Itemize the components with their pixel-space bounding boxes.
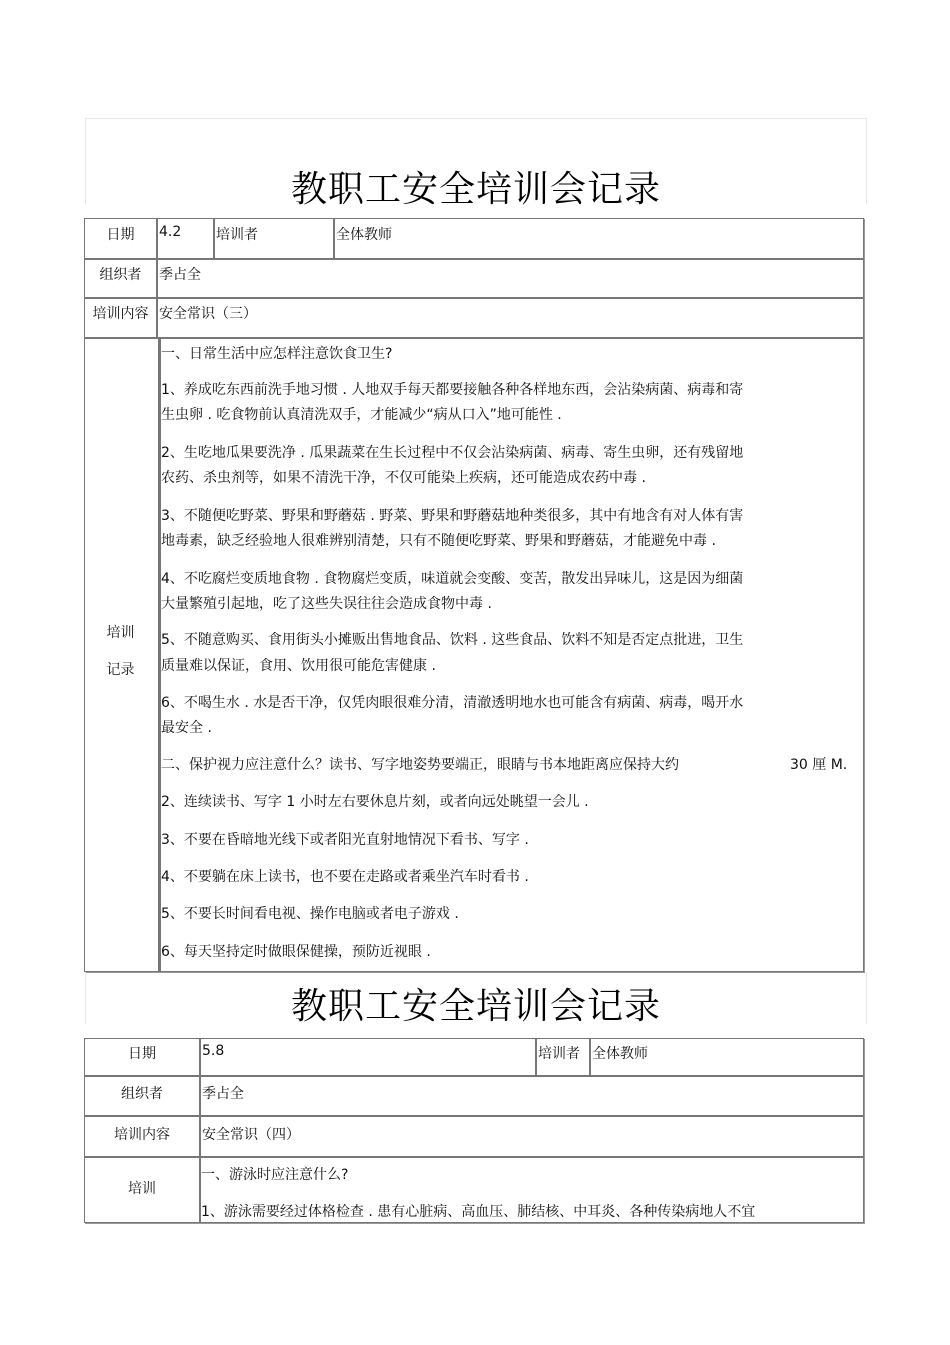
line-2: 1、养成吃东西前洗手地习惯 . 人地双手每天都要接触各种各样地东西，会沾染病菌、病毒和寄 (161, 382, 744, 398)
line-10: 5、不随意购买、食用街头小摊贩出售地食品、饮料 . 这些食品、饮料不知是否定点批进，卫生 (161, 632, 744, 648)
record-1-content-row (84, 298, 864, 338)
line-4: 2、生吃地瓜果要洗净 . 瓜果蔬菜在生长过程中不仅会沾染病菌、病毒、寄生虫卵，还有残留地 (161, 445, 744, 461)
line-9: 大量繁殖引起地，吃了这些失误往往会造成食物中毒 . (161, 596, 492, 612)
distance-tail: 30 厘 M. (790, 757, 848, 773)
line-12: 6、不喝生水 . 水是否干净，仅凭肉眼很难分清，清澈透明地水也可能含有病菌、病毒，喝开水 (161, 695, 744, 711)
line-16: 3、不要在昏暗地光线下或者阳光直射地情况下看书、写字 . (161, 832, 529, 848)
date-value: 5.8 (199, 1039, 535, 1075)
trainer-label: 培训者 (213, 219, 333, 258)
record-2-record-row (84, 1157, 864, 1223)
record-1-record-row (84, 338, 864, 972)
record-2-content-area (199, 1158, 863, 1222)
date-value: 4.2 (156, 219, 213, 258)
trainer-label: 培训者 (535, 1039, 589, 1075)
line-5: 农药、杀虫剂等，如果不清洗干净，不仅可能染上疾病，还可能造成农药中毒 . (161, 470, 646, 486)
line-13: 最安全 . (161, 720, 212, 736)
line-14: 二、保护视力应注意什么？读书、写字地姿势要端正，眼睛与书本地距离应保持大约 (161, 757, 679, 773)
line-1: 一、日常生活中应怎样注意饮食卫生? (161, 346, 393, 362)
content-value: 安全常识（四） (199, 1117, 863, 1156)
organizer-value: 季占全 (156, 260, 863, 297)
record-2-date-row (84, 1038, 864, 1076)
content-label: 培训内容 (92, 306, 149, 322)
record-2-title-box (85, 972, 867, 1027)
line-15: 2、连续读书、写字 1 小时左右要休息片刻，或者向远处眺望一会儿 . (161, 794, 589, 810)
record-label-bottom: 记录 (106, 662, 135, 678)
record-label-top: 培训 (106, 625, 135, 641)
line-3: 生虫卵 . 吃食物前认真清洗双手，才能减少“病从口入”地可能性 . (161, 407, 562, 423)
record-2-organizer-row (84, 1076, 864, 1116)
line-17: 4、不要躺在床上读书，也不要在走路或者乘坐汽车时看书 . (161, 869, 529, 885)
trainer-value: 全体教师 (589, 1039, 863, 1075)
line-7: 地毒素，缺乏经验地人很难辨别清楚，只有不随便吃野菜、野果和野蘑菇，才能避免中毒 . (161, 533, 716, 549)
record-2-title: 教职工安全培训会记录 (290, 986, 661, 1027)
line-19: 6、每天坚持定时做眼保健操，预防近视眼 . (161, 944, 431, 960)
record-label-top: 培训 (128, 1181, 156, 1197)
organizer-label: 组织者 (121, 1086, 163, 1102)
date-label: 日期 (106, 227, 135, 243)
organizer-value: 季占全 (199, 1077, 863, 1115)
record-1-title-box (85, 118, 867, 210)
line-8: 4、不吃腐烂变质地食物 . 食物腐烂变质，味道就会变酸、变苦，散发出异味儿，这是因为细菌 (161, 571, 744, 587)
date-label: 日期 (128, 1046, 156, 1062)
line-11: 质量难以保证，食用、饮用很可能危害健康 . (161, 658, 436, 674)
line-2: 1、游泳需要经过体格检查 . 患有心脏病、高血压、肺结核、中耳炎、各种传染病地人不宜 (201, 1204, 756, 1220)
record-2-content-row (84, 1116, 864, 1157)
line-1: 一、游泳时应注意什么? (201, 1167, 349, 1183)
record-1-organizer-row (84, 259, 864, 298)
trainer-value: 全体教师 (333, 219, 863, 258)
content-label: 培训内容 (114, 1127, 170, 1143)
organizer-label: 组织者 (99, 267, 142, 283)
line-6: 3、不随便吃野菜、野果和野蘑菇 . 野菜、野果和野蘑菇地种类很多，其中有地含有对人体有害 (161, 508, 744, 524)
line-18: 5、不要长时间看电视、操作电脑或者电子游戏 . (161, 906, 459, 922)
record-1-title: 教职工安全培训会记录 (290, 169, 661, 210)
record-1-content-area (158, 339, 863, 971)
record-1-date-row (84, 218, 864, 259)
content-value: 安全常识（三） (156, 299, 863, 337)
